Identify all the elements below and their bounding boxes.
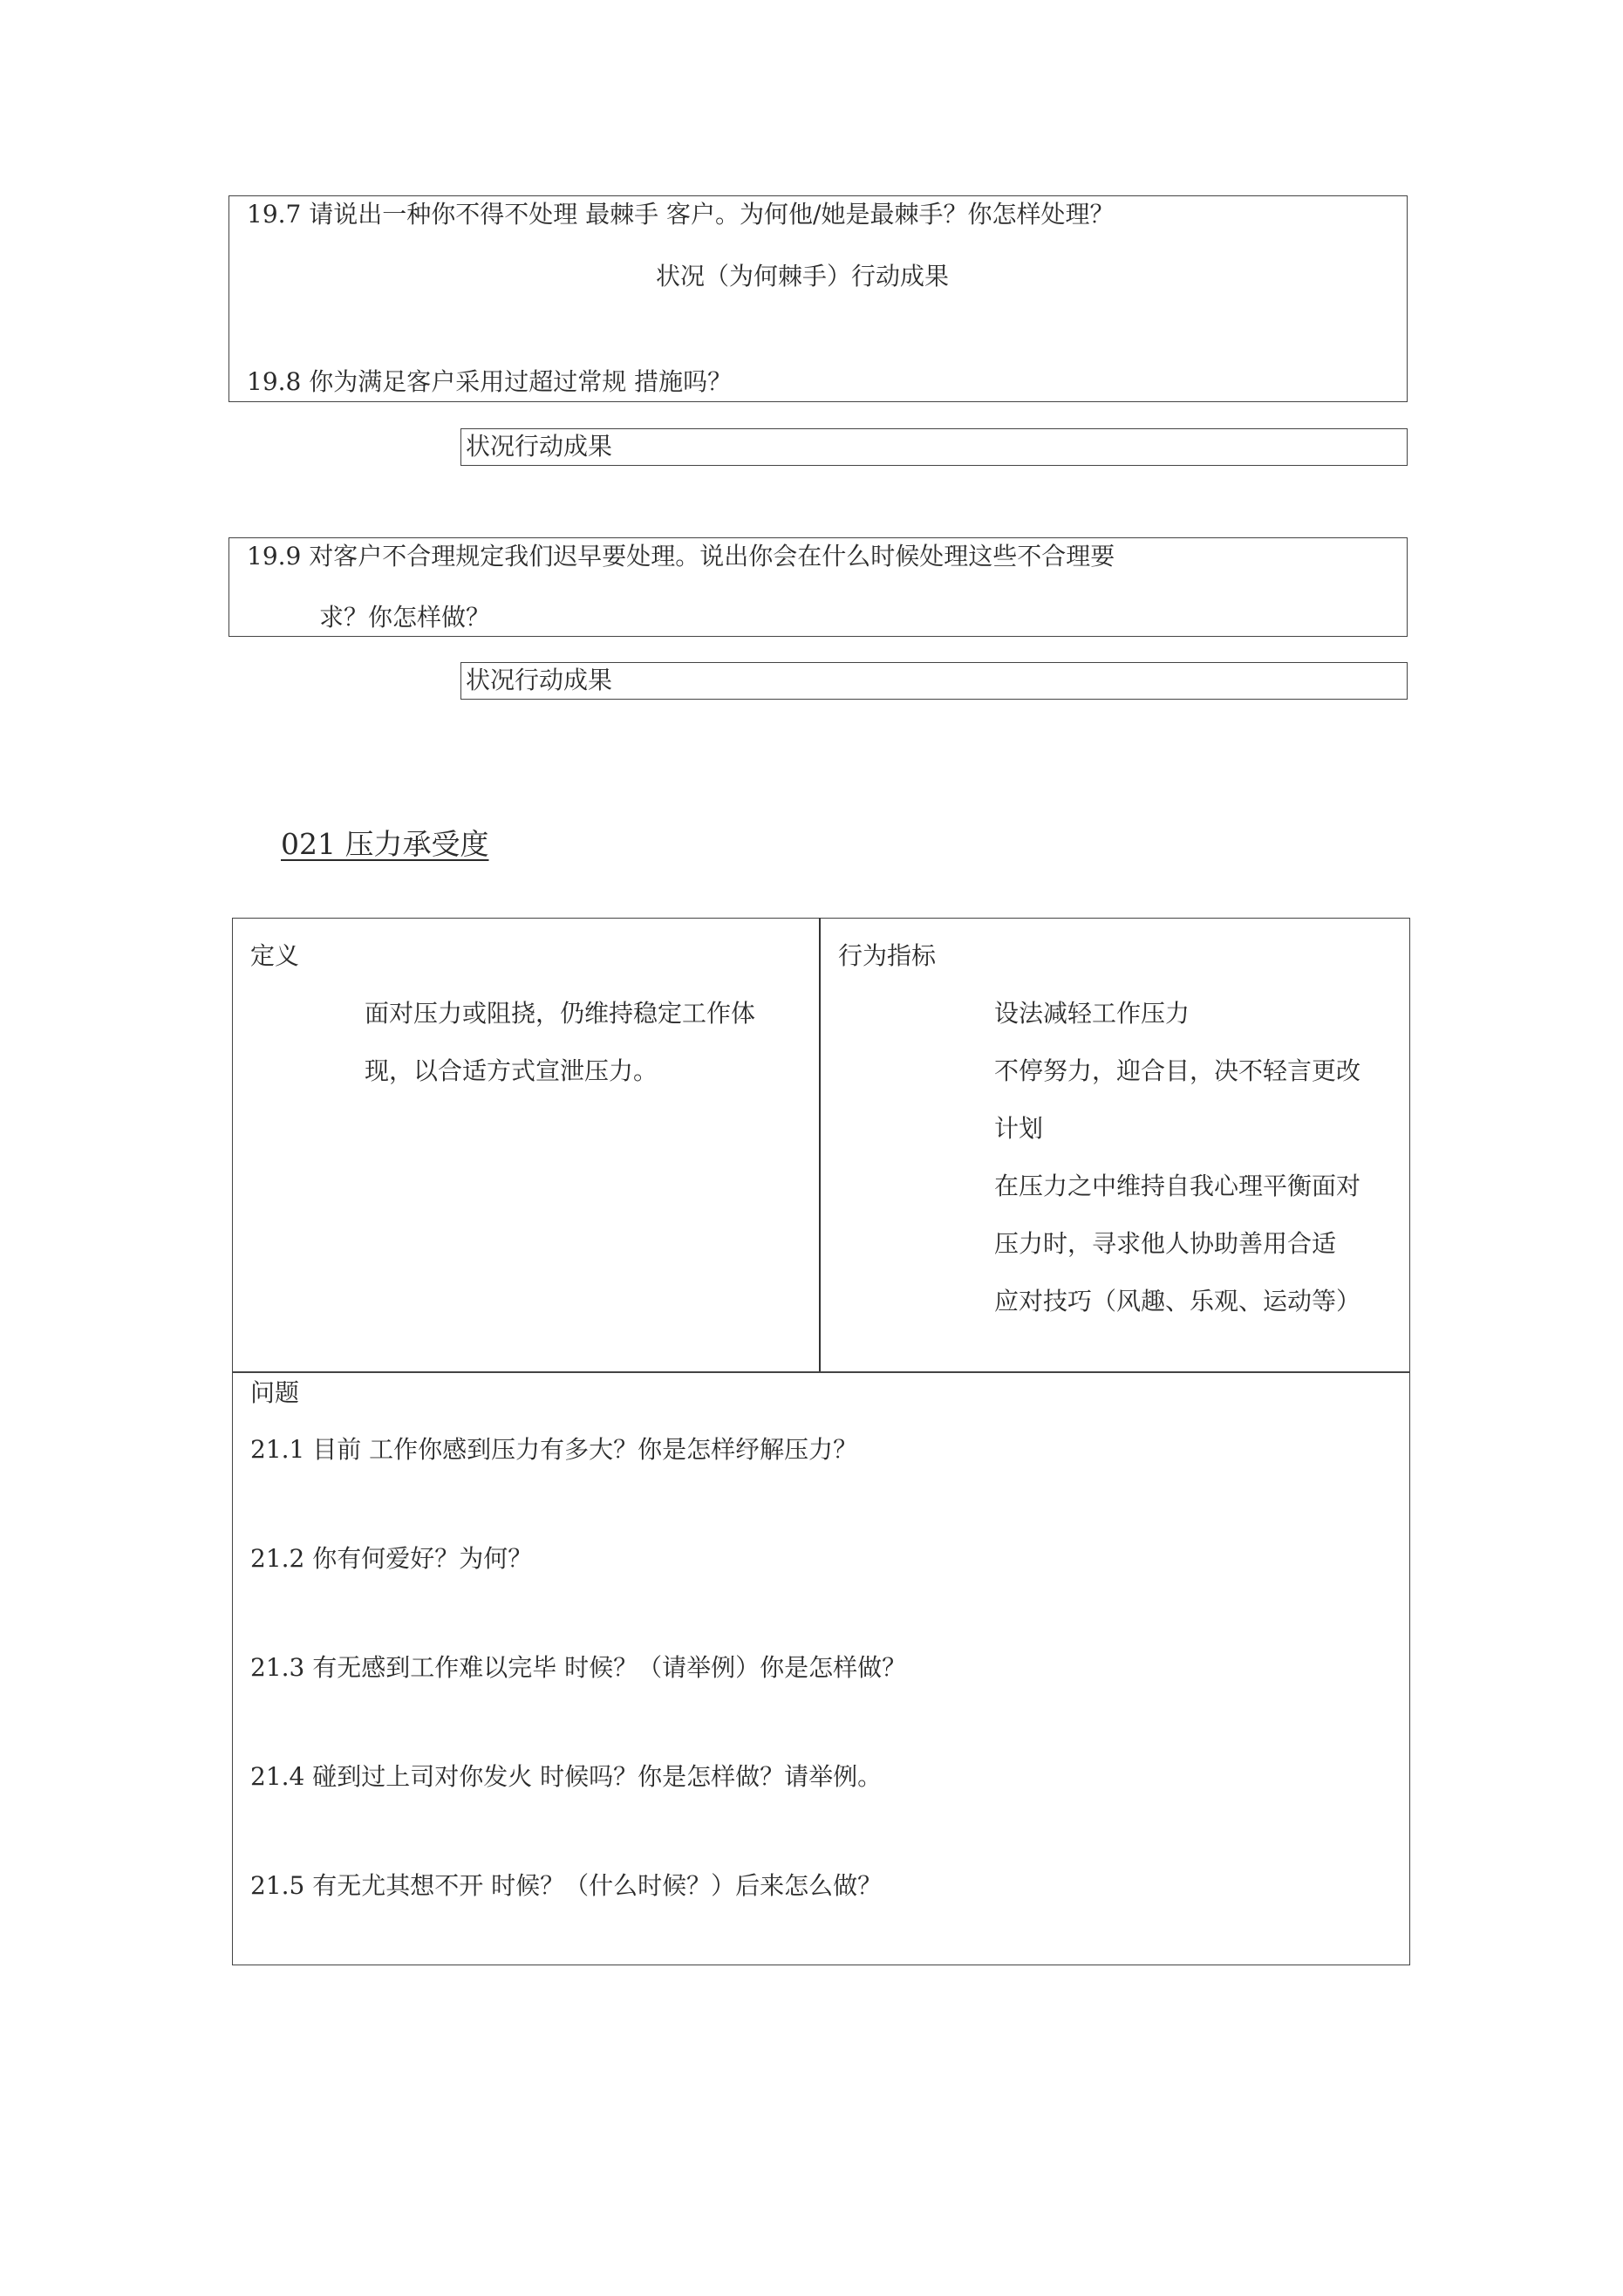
definition-header: 定义 [250,941,300,970]
question-21-3: 21.3 有无感到工作难以完毕 时候？（请举例）你是怎样做？ [250,1653,907,1682]
question-19-9-line2: 求？你怎样做？ [319,603,491,632]
indicator-header: 行为指标 [838,941,937,970]
indicator-line-6: 应对技巧（风趣、乐观、运动等） [994,1287,1361,1315]
answer-19-9-columns: 状况行动成果 [466,666,613,694]
section-title: 021 压力承受度 [281,827,489,861]
indicator-line-2: 不停努力，迎合目，决不轻言更改 [994,1056,1361,1085]
indicator-line-4: 在压力之中维持自我心理平衡面对 [994,1172,1361,1200]
definition-line-1: 面对压力或阻挠，仍维持稳定工作体 [365,999,756,1028]
question-19-9-line1: 19.9 对客户不合理规定我们迟早要处理。说出你会在什么时候处理这些不合理要 [247,542,1115,571]
question-19-7-text: 19.7 请说出一种你不得不处理 最棘手 客户。为何他/她是最棘手？你怎样处理？ [247,200,1115,229]
question-21-5: 21.5 有无尤其想不开 时候？（什么时候？）后来怎么做？ [250,1871,883,1900]
table-column-divider [819,918,821,1372]
question-19-7-columns: 状况（为何棘手）行动成果 [656,262,950,290]
question-21-2: 21.2 你有何爱好？为何？ [250,1544,533,1573]
indicator-line-3: 计划 [994,1114,1044,1143]
definition-line-2: 现，以合适方式宣泄压力。 [365,1056,658,1085]
question-21-4: 21.4 碰到过上司对你发火 时候吗？你是怎样做？请举例。 [250,1762,883,1791]
indicator-line-5: 压力时，寻求他人协助善用合适 [994,1229,1337,1258]
answer-19-8-columns: 状况行动成果 [466,432,613,461]
table-row-divider [232,1371,1410,1373]
question-21-1: 21.1 目前 工作你感到压力有多大？你是怎样纾解压力？ [250,1435,858,1464]
question-19-8-text: 19.8 你为满足客户采用过超过常规 措施吗？ [247,367,733,396]
questions-header: 问题 [250,1378,300,1407]
indicator-line-1: 设法减轻工作压力 [994,999,1190,1028]
